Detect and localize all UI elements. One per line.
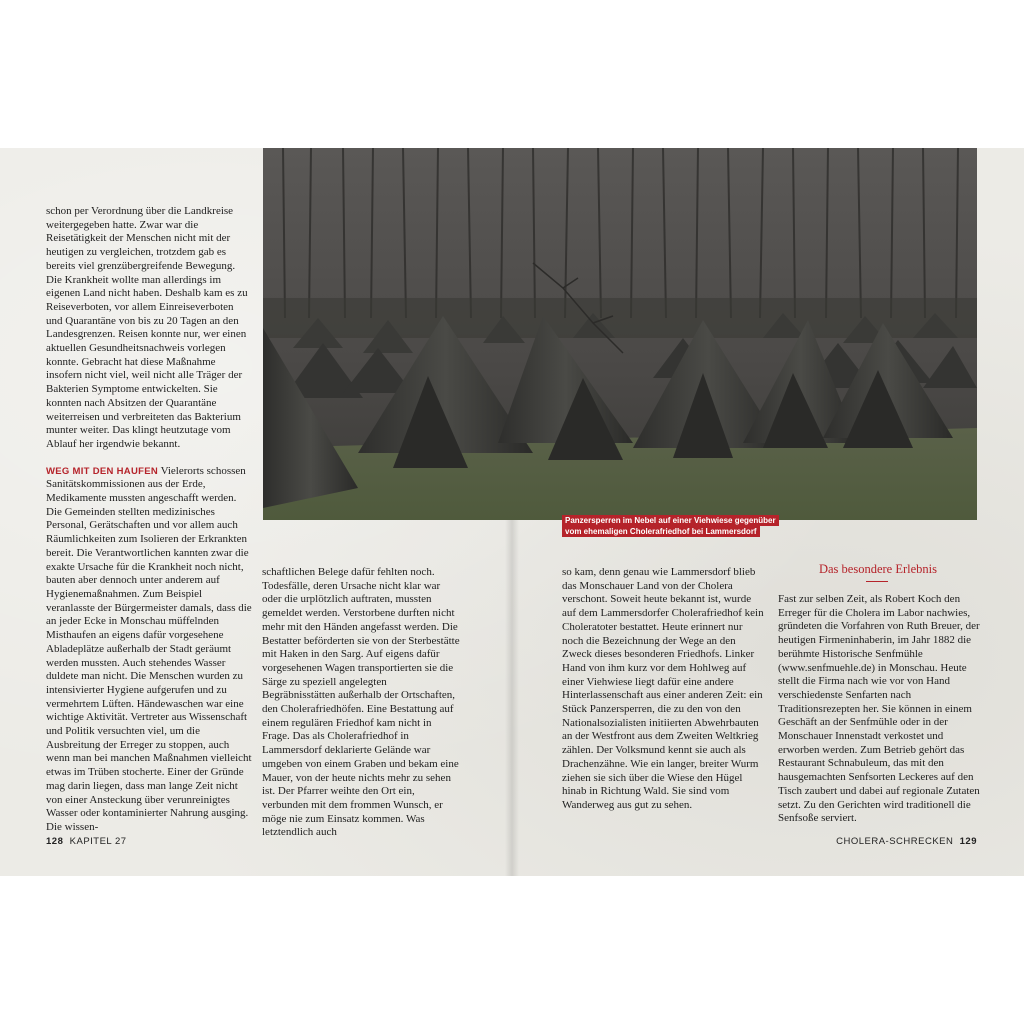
section-label: CHOLERA-SCHRECKEN [836,836,954,847]
photo-caption [562,515,779,537]
paragraph-weg-mit-den-haufen [46,465,252,835]
box-title: Das besondere Erlebnis [818,562,938,576]
tank-trap-photo-illustration [263,148,977,520]
paragraph-cholerafriedhof: schaftlichen Belege dafür fehlten noch. Todesfälle, deren Ursache nicht klar war oder die urplötzlich auftraten, mussten gemeldet werden. Verstorbene durften nicht mehr mit den Händen angefasst werden. Die Bestatter beförderten sie von der Sterbestätte mit Haken in den Sarg. Auf eigens dafür vorgesehenen Wagen transportierten sie die Särge zu speziell angelegten Begräbnisstätten außerhalb der Ortschaften, den Cholerafriedhöfen. Eine Bestattung auf einem regulären Friedhof kam nicht in Frage. Das als Cholerafriedhof in Lammersdorf deklarierte Gelände war umgeben von einem Graben und bekam eine Mauer, von der heute nichts mehr zu sehen ist. Der Pfarrer weihte den Ort ein, verbunden mit dem frommen Wunsch, er möge nie zum Einsatz kommen. Was letztendlich auch [262,566,460,839]
text-column-4-box [778,593,982,826]
box-title-rule [866,581,888,582]
paragraph-reiseverbote: schon per Verordnung über die Landkreise weitergegeben hatte. Zwar war die Reisetätigkeit der Menschen nicht mit der heutigen zu vergleichen, trotzdem gab es bereits viel grenzübergreifende Bewegung. Die Krankheit wollte man allerdings im eigenen Land nicht haben. Deshalb kam es zu Reiseverboten, vor allem Einreiseverboten und Quarantäne von bis zu 20 Tagen an den Landesgrenzen. Reisen konnte nur, wer einen aktuellen Gesundheitsnachweis vorlegen konnte. Gebracht hat diese Maßnahme insofern nicht viel, weil nicht alle Träger der Bakterien Symptome entwickelten. Sie konnten nach Absitzen der Quarantäne weiterreisen und verbreiteten das Bakterium munter weiter. Das klingt heutzutage vom Ablauf her irgendwie bekannt. [46,205,248,450]
caption-line-2: vom ehemaligen Cholerafriedhof bei Lammersdorf [562,526,760,537]
text-column-1 [46,205,252,835]
text-column-3 [562,566,766,813]
paragraph-senfmuehle: Fast zur selben Zeit, als Robert Koch den Erreger für die Cholera im Labor nachwies, gründeten die Vorfahren von Ruth Breuer, der heutigen Firmeninhaberin, im Jahr 1882 die berühmte Historische Senfmühle (www.senfmuehle.de) in Monschau. Heute stellt die Firma nach wie vor von Hand verschiedenste Senfarten nach Traditionsrezepten her. Sie können in einem Geschäft an der Senfmühle oder in der Monschauer Innenstadt verkostet und erworben werden. Zum Betrieb gehört das Restaurant Schnabuleum, das mit den hausgemachten Senfsorten Leckeres auf den Tisch zaubert und dabei auf regionale Zutaten setzt. Zu den Gerichten wird traditionell die Senfsoße serviert. [778,593,980,825]
folio-left [46,836,127,847]
paragraph-hygiene-text: Vielerorts schossen Sanitätskommissionen aus der Erde, Medikamente mussten angeschafft werden. Die Gemeinden stellten medizinisches Personal, Gerätschaften und vor allem auch Räumlichkeiten zum Isolieren der Erkrankten bereit. Die Verantwortlichen kannten zwar die exakte Ursache für die Krankheit noch nicht, bauten aber dennoch unter anderem auf Hygienemaßnahmen. Zum Beispiel veranlasste der Bürgermeister damals, dass die an jeder Ecke in Monschau müffelnden Misthaufen an eigens dafür vorgesehene Abladeplätze außerhalb der Stadt geräumt werden mussten. Auch stehendes Wasser duldete man nicht. Die Menschen wurden zu intensivierter Hygiene aufgerufen und zu vermehrtem Lüften. Händewaschen war eine wichtige Aktivität. Vertreter aus Wissenschaft und Politik versuchten viel, um die Ausbreitung der Erreger zu stoppen, auch wenn man bei manchen Maßnahmen vielleicht etwas im Trüben stocherte. Einer der Gründe mag darin liegen, dass man lange Zeit nicht von einer Ansteckung über verunreinigtes Wasser oder kontaminierter Nahrung ausging. Die wissen- [46,464,252,833]
subheading: WEG MIT DEN HAUFEN [46,465,159,477]
caption-line-1: Panzersperren im Nebel auf einer Viehwiese gegenüber [562,515,779,526]
page-number-right: 129 [959,836,977,847]
page-number-left: 128 [46,836,64,847]
photo-panzersperren [263,148,977,520]
chapter-label: KAPITEL 27 [69,836,127,847]
text-column-2 [262,566,462,840]
folio-right [836,836,977,847]
paragraph-panzersperren: so kam, denn genau wie Lammersdorf blieb das Monschauer Land von der Cholera verschont. Soweit heute bekannt ist, wurde auf dem Lammersdorfer Cholerafriedhof kein Choleratoter bestattet. Heute erinnert nur noch die Bezeichnung der Wege an den Zweck dieses besonderen Friedhofs. Linker Hand von ihm kurz vor dem Hohlweg auf einer Viehwiese liegt dafür eine andere Hinterlassenschaft aus einer anderen Zeit: ein Stück Panzersperren, die zu den von den Nationalsozialisten initiierten Abwehrbauten an der Westfront aus dem Zweiten Weltkrieg zählen. Der Volksmund kennt sie auch als Drachenzähne. Wie ein langer, breiter Wurm ziehen sie sich über die Wiese den Hügel hinab in Richtung Wald. Sie sind vom Wanderweg aus gut zu sehen. [562,566,764,811]
